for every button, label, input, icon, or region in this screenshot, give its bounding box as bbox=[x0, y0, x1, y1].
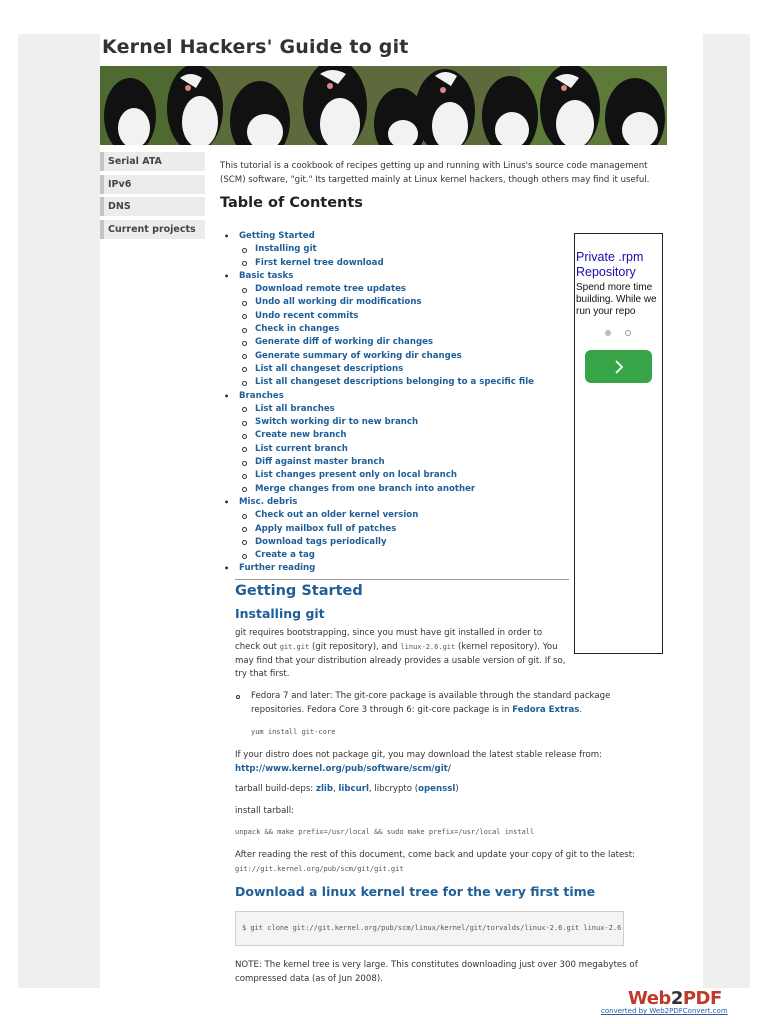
table-of-contents bbox=[224, 230, 574, 576]
toc-item bbox=[239, 257, 574, 270]
ad-carousel-dot-active[interactable] bbox=[605, 330, 611, 336]
toc-item bbox=[239, 416, 574, 429]
logo-text: PDF bbox=[682, 988, 722, 1009]
toc-title: Table of Contents bbox=[220, 195, 363, 212]
toc-item bbox=[239, 469, 574, 482]
paragraph-note: NOTE: The kernel tree is very large. This constitutes downloading just over 300 megabytes of compressed data (as of Jun 2008). bbox=[235, 960, 638, 984]
toc-item bbox=[239, 336, 574, 349]
intro-paragraph: This tutorial is a cookbook of recipes getting up and running with Linus's source code management (SCM) software, "git." Its targetted mainly at Linux kernel hackers, though others may find it useful. bbox=[220, 161, 650, 185]
inline-code: linux-2.6.git bbox=[400, 642, 456, 651]
text: Fedora 7 and later: The git-core package is available through the standard package repositories. Fedora Core 3 through 6: git-core package is in bbox=[251, 691, 611, 715]
chevron-right-icon bbox=[613, 359, 625, 375]
text: , libcrypto ( bbox=[368, 784, 419, 794]
text: . bbox=[579, 704, 583, 715]
inline-code: git.git bbox=[279, 642, 310, 651]
logo-text: Web bbox=[628, 988, 671, 1009]
toc-link[interactable]: Generate summary of working dir changes bbox=[255, 350, 462, 361]
text: (kernel repository). You may find that your distribution already provides a usable version of git. If so, try that first. bbox=[235, 641, 566, 680]
converted-by-link[interactable]: converted by Web2PDFConvert.com bbox=[601, 1007, 728, 1015]
toc-item bbox=[239, 509, 574, 522]
text: After reading the rest of this document, come back and update your copy of git to the latest: bbox=[235, 850, 635, 860]
bullet-marker bbox=[236, 695, 240, 699]
toc-link[interactable]: Installing git bbox=[255, 244, 317, 255]
paragraph-build-deps bbox=[235, 783, 665, 797]
link-fedora-extras[interactable]: Fedora Extras bbox=[512, 704, 580, 715]
text: tarball build-deps: bbox=[235, 784, 316, 794]
link-git-download[interactable]: http://www.kernel.org/pub/software/scm/git/ bbox=[235, 763, 451, 774]
toc-item bbox=[239, 363, 574, 376]
ad-title[interactable]: Private .rpm Repository bbox=[576, 250, 644, 279]
toc-link-further-reading[interactable]: Further reading bbox=[239, 563, 316, 574]
sidebar-item-serial-ata[interactable]: Serial ATA bbox=[100, 152, 205, 171]
heading-installing-git: Installing git bbox=[235, 606, 325, 621]
toc-item bbox=[239, 376, 574, 389]
toc-item bbox=[239, 323, 574, 336]
toc-link[interactable]: Check in changes bbox=[255, 324, 340, 335]
toc-link[interactable]: Create a tag bbox=[255, 550, 315, 561]
text: git requires bootstrapping, since you must have git installed in order to check out bbox=[235, 628, 543, 652]
site-title: Kernel Hackers' Guide to git bbox=[102, 36, 409, 58]
toc-link[interactable]: Apply mailbox full of patches bbox=[255, 523, 397, 534]
link-zlib[interactable]: zlib bbox=[315, 784, 333, 794]
heading-download-kernel-tree: Download a linux kernel tree for the very first time bbox=[235, 884, 596, 899]
paragraph-bootstrapping bbox=[235, 627, 569, 682]
text: If your distro does not package git, you may download the latest stable release from: bbox=[235, 750, 602, 760]
toc-link[interactable]: Check out an older kernel version bbox=[255, 510, 419, 521]
toc-link-getting-started[interactable]: Getting Started bbox=[239, 231, 315, 241]
toc-link[interactable]: First kernel tree download bbox=[255, 257, 384, 268]
toc-link[interactable]: Download remote tree updates bbox=[255, 284, 407, 295]
toc-link[interactable]: Create new branch bbox=[255, 430, 347, 441]
toc-section bbox=[224, 230, 574, 270]
heading-getting-started: Getting Started bbox=[235, 583, 363, 599]
toc-item bbox=[239, 296, 574, 309]
toc-link-basic-tasks[interactable]: Basic tasks bbox=[239, 270, 294, 281]
toc-section bbox=[224, 562, 574, 575]
toc-item bbox=[239, 429, 574, 442]
sidebar-item-current-projects[interactable]: Current projects bbox=[100, 220, 205, 239]
sidebar-item-dns[interactable]: DNS bbox=[100, 197, 205, 216]
toc-link[interactable]: Merge changes from one branch into another bbox=[255, 483, 476, 494]
toc-item bbox=[239, 536, 574, 549]
code-tarball-install: unpack && make prefix=/usr/local && sudo make prefix=/usr/local install bbox=[235, 828, 535, 836]
toc-link[interactable]: List changes present only on local branch bbox=[255, 470, 458, 481]
text: (git repository), and bbox=[309, 641, 401, 652]
text: , bbox=[332, 784, 339, 794]
sidebar-nav bbox=[100, 152, 205, 242]
web2pdf-logo bbox=[628, 988, 722, 1009]
code-git-clone: $ git clone git://git.kernel.org/pub/scm/linux/kernel/git/torvalds/linux-2.6.git linux-2.6 bbox=[235, 911, 624, 946]
toc-link[interactable]: Download tags periodically bbox=[255, 536, 387, 547]
toc-item bbox=[239, 243, 574, 256]
ad-panel[interactable] bbox=[574, 233, 663, 654]
fedora-bullet bbox=[251, 690, 661, 718]
ad-next-button[interactable] bbox=[585, 350, 652, 383]
toc-section bbox=[224, 496, 574, 562]
toc-item bbox=[239, 310, 574, 323]
toc-item bbox=[239, 523, 574, 536]
sidebar-item-ipv6[interactable]: IPv6 bbox=[100, 175, 205, 194]
code-yum-install: yum install git-core bbox=[251, 728, 336, 736]
paragraph-update-git bbox=[235, 849, 655, 877]
toc-link[interactable]: Diff against master branch bbox=[255, 457, 385, 468]
toc-link-misc-debris[interactable]: Misc. debris bbox=[239, 496, 298, 507]
toc-item bbox=[239, 549, 574, 562]
toc-item bbox=[239, 403, 574, 416]
main-content bbox=[220, 160, 668, 211]
toc-link[interactable]: List current branch bbox=[255, 443, 348, 454]
text: ) bbox=[455, 784, 459, 794]
toc-item bbox=[239, 443, 574, 456]
toc-item bbox=[239, 283, 574, 296]
toc-link[interactable]: Undo recent commits bbox=[255, 310, 359, 321]
penguin-banner-image bbox=[100, 66, 667, 145]
logo-text: 2 bbox=[670, 988, 683, 1009]
section-divider bbox=[235, 579, 569, 580]
toc-link[interactable]: List all branches bbox=[255, 403, 335, 414]
toc-link[interactable]: Undo all working dir modifications bbox=[255, 297, 422, 308]
toc-link[interactable]: Switch working dir to new branch bbox=[255, 417, 419, 428]
inline-code: git://git.kernel.org/pub/scm/git/git.git bbox=[235, 864, 404, 873]
toc-section bbox=[224, 390, 574, 496]
toc-link[interactable]: Generate diff of working dir changes bbox=[255, 337, 434, 348]
toc-item bbox=[239, 456, 574, 469]
link-libcurl[interactable]: libcurl bbox=[338, 784, 369, 794]
ad-carousel-dot[interactable] bbox=[625, 330, 631, 336]
toc-link[interactable]: List all changeset descriptions bbox=[255, 363, 404, 374]
toc-item bbox=[239, 350, 574, 363]
toc-link-branches[interactable]: Branches bbox=[239, 390, 284, 401]
toc-item bbox=[239, 483, 574, 496]
link-openssl[interactable]: openssl bbox=[418, 784, 456, 794]
toc-section bbox=[224, 270, 574, 390]
toc-link[interactable]: List all changeset descriptions belonging to a specific file bbox=[255, 377, 535, 388]
label-install-tarball: install tarball: bbox=[235, 806, 295, 816]
paragraph-download-release bbox=[235, 749, 665, 777]
ad-description: Spend more time building. While we run your repo bbox=[576, 282, 657, 318]
